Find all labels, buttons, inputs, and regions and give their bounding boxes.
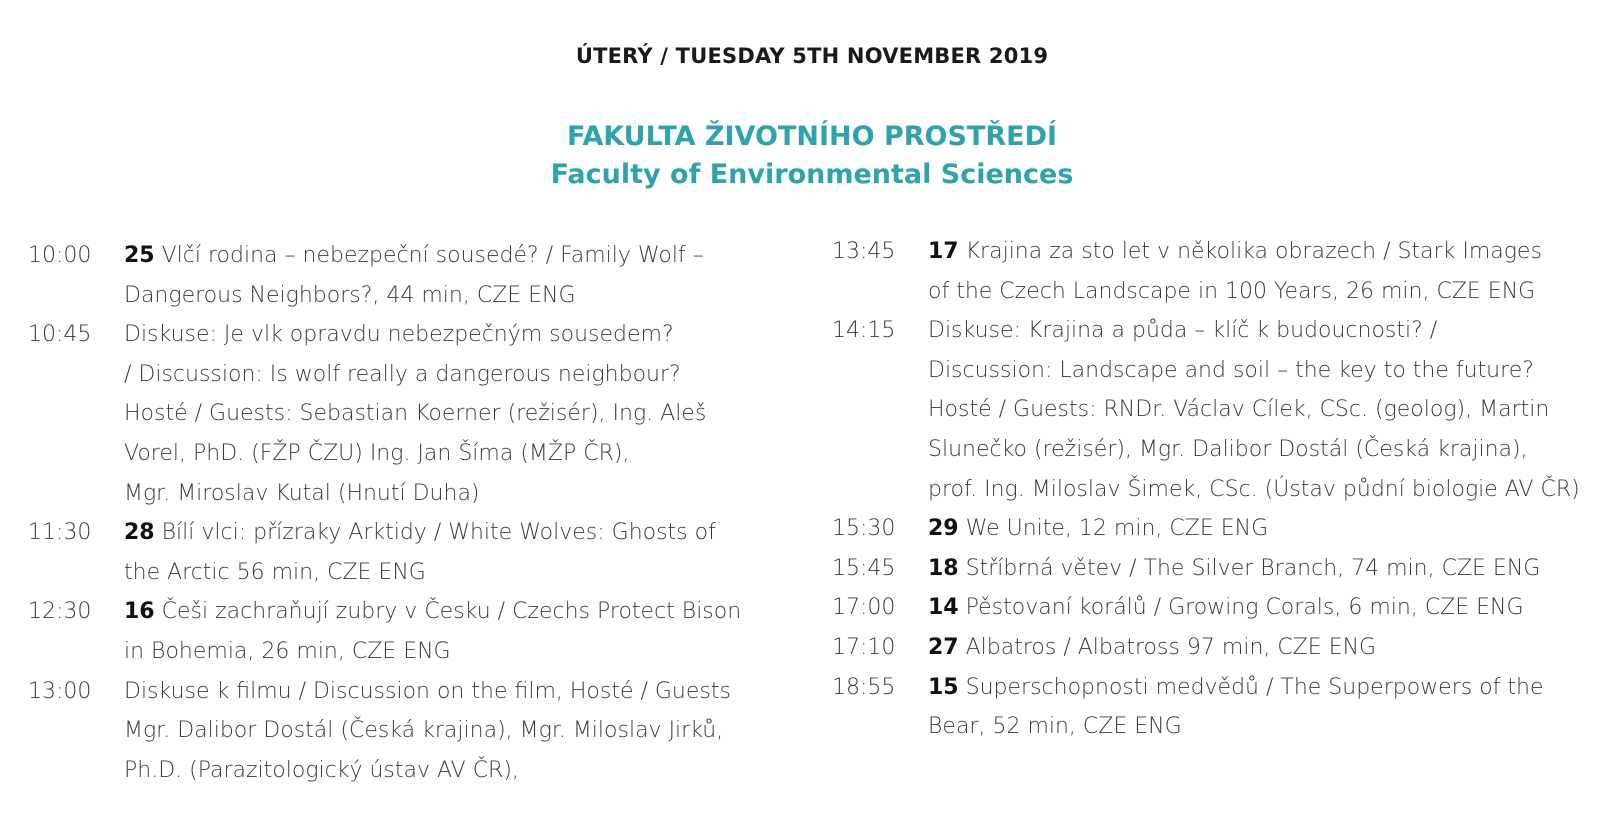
entry-line xyxy=(124,355,788,395)
entry-time: 18:55 xyxy=(832,674,896,700)
entry-line-text: Stříbrná větev / The Silver Branch, 74 min, CZE ENG xyxy=(965,555,1541,581)
schedule-column-left xyxy=(28,236,788,790)
entry-time: 13:00 xyxy=(28,678,92,704)
entry-time: 13:45 xyxy=(832,239,896,264)
film-number: 14 xyxy=(928,595,959,621)
entry-line-text: Pěstovaní korálů / Growing Corals, 6 min, CZE ENG xyxy=(965,595,1524,621)
entry-time: 15:45 xyxy=(832,555,896,581)
entry-time: 12:30 xyxy=(28,599,92,625)
film-number: 15 xyxy=(928,674,959,700)
entry-line xyxy=(928,668,1592,708)
entry-description xyxy=(928,549,1592,589)
entry-line xyxy=(124,632,788,672)
entry-line xyxy=(928,707,1592,747)
schedule-entry xyxy=(832,232,1592,311)
schedule-entry xyxy=(832,588,1592,628)
entry-line xyxy=(124,474,788,514)
entry-time: 17:00 xyxy=(832,595,896,621)
entry-line-text: Albatros / Albatross 97 min, CZE ENG xyxy=(965,634,1377,660)
entry-line xyxy=(928,628,1592,668)
entry-description xyxy=(928,311,1592,509)
entry-line-text: Češi zachraňují zubry v Česku / Czechs Protect Bison xyxy=(161,599,742,625)
entry-line xyxy=(928,351,1592,391)
entry-line-text: Vlčí rodina – nebezpeční sousedé? / Family Wolf – xyxy=(161,243,704,268)
entry-description xyxy=(928,232,1592,311)
entry-line xyxy=(124,315,788,355)
entry-line-text: in Bohemia, 26 min, CZE ENG xyxy=(124,638,451,664)
entry-line xyxy=(124,434,788,474)
film-number: 25 xyxy=(124,243,155,268)
entry-description xyxy=(124,592,788,671)
entry-line-text: Superschopnosti medvědů / The Superpowers of the xyxy=(965,674,1544,700)
entry-description xyxy=(928,588,1592,628)
entry-line-text: Dangerous Neighbors?, 44 min, CZE ENG xyxy=(124,282,576,308)
entry-line xyxy=(928,311,1592,351)
entry-line xyxy=(124,672,788,712)
schedule-entry xyxy=(832,668,1592,747)
entry-line-text: the Arctic 56 min, CZE ENG xyxy=(124,559,426,585)
schedule-entry xyxy=(832,549,1592,589)
entry-line-text: Mgr. Miroslav Kutal (Hnutí Duha) xyxy=(124,480,480,506)
faculty-title-english: Faculty of Environmental Sciences xyxy=(550,159,1074,190)
entry-line-text: We Unite, 12 min, CZE ENG xyxy=(965,516,1269,542)
film-number: 16 xyxy=(124,599,155,625)
entry-line xyxy=(124,394,788,434)
schedule-entry xyxy=(832,509,1592,549)
entry-line xyxy=(928,549,1592,589)
entry-description xyxy=(928,668,1592,747)
schedule-entry xyxy=(28,592,788,671)
entry-line xyxy=(124,513,788,553)
entry-line xyxy=(928,430,1592,470)
entry-line xyxy=(928,232,1592,272)
entry-description xyxy=(124,315,788,513)
entry-line-text: Ph.D. (Parazitologický ústav AV ČR), xyxy=(124,757,519,783)
schedule-entry xyxy=(28,315,788,513)
film-number: 29 xyxy=(928,516,959,542)
schedule-entry xyxy=(28,236,788,315)
entry-line-text: Diskuse: Krajina a půda – klíč k budoucnosti? / xyxy=(928,318,1438,344)
date-heading: ÚTERÝ / TUESDAY 5TH NOVEMBER 2019 xyxy=(575,44,1049,68)
entry-line xyxy=(124,553,788,593)
entry-line-text: Diskuse: Je vlk opravdu nebezpečným sousedem? xyxy=(124,322,674,348)
entry-line-text: Vorel, PhD. (FŽP ČZU) Ing. Jan Šíma (MŽP ČR), xyxy=(124,440,630,466)
entry-description xyxy=(124,236,788,315)
film-number: 27 xyxy=(928,634,959,660)
entry-line xyxy=(928,390,1592,430)
entry-line-text: Bílí vlci: přízraky Arktidy / White Wolves: Ghosts of xyxy=(161,520,716,546)
faculty-title-czech: FAKULTA ŽIVOTNÍHO PROSTŘEDÍ xyxy=(566,121,1058,152)
schedule-entry xyxy=(28,672,788,791)
entry-time: 15:30 xyxy=(832,516,896,542)
entry-line xyxy=(928,470,1592,510)
entry-description xyxy=(928,628,1592,668)
entry-line xyxy=(124,592,788,632)
faculty-title xyxy=(0,118,1624,194)
film-number: 17 xyxy=(928,239,959,264)
schedule-entry xyxy=(832,628,1592,668)
entry-line-text: Slunečko (režisér), Mgr. Dalibor Dostál (Česká krajina), xyxy=(928,436,1528,462)
entry-line-text: Hosté / Guests: Sebastian Koerner (režisér), Ing. Aleš xyxy=(124,401,707,427)
entry-line xyxy=(928,272,1592,312)
entry-line-text: / Discussion: Is wolf really a dangerous neighbour? xyxy=(124,361,681,387)
entry-line-text: prof. Ing. Miloslav Šimek, CSc. (Ústav půdní biologie AV ČR) xyxy=(928,476,1580,502)
entry-line-text: of the Czech Landscape in 100 Years, 26 min, CZE ENG xyxy=(928,278,1536,304)
entry-line-text: Mgr. Dalibor Dostál (Česká krajina), Mgr. Miloslav Jirků, xyxy=(124,718,724,744)
entry-line xyxy=(928,509,1592,549)
schedule-entry xyxy=(832,311,1592,509)
entry-line xyxy=(124,751,788,791)
entry-time: 10:45 xyxy=(28,322,92,348)
schedule-column-right xyxy=(832,232,1592,747)
entry-line-text: Krajina za sto let v několika obrazech / Stark Images xyxy=(965,239,1542,264)
entry-time: 10:00 xyxy=(28,243,92,268)
entry-line xyxy=(124,276,788,316)
entry-line xyxy=(124,236,788,276)
entry-line xyxy=(124,711,788,751)
entry-line-text: Discussion: Landscape and soil – the key to the future? xyxy=(928,357,1534,383)
entry-time: 11:30 xyxy=(28,520,92,546)
entry-description xyxy=(928,509,1592,549)
entry-line-text: Hosté / Guests: RNDr. Václav Cílek, CSc. (geolog), Martin xyxy=(928,397,1550,423)
entry-line-text: Diskuse k filmu / Discussion on the film, Hosté / Guests xyxy=(124,678,731,704)
entry-time: 14:15 xyxy=(832,318,896,344)
film-number: 28 xyxy=(124,520,155,546)
entry-time: 17:10 xyxy=(832,634,896,660)
entry-description xyxy=(124,672,788,791)
film-number: 18 xyxy=(928,555,959,581)
schedule-entry xyxy=(28,513,788,592)
entry-line xyxy=(928,588,1592,628)
entry-line-text: Bear, 52 min, CZE ENG xyxy=(928,714,1182,740)
entry-description xyxy=(124,513,788,592)
